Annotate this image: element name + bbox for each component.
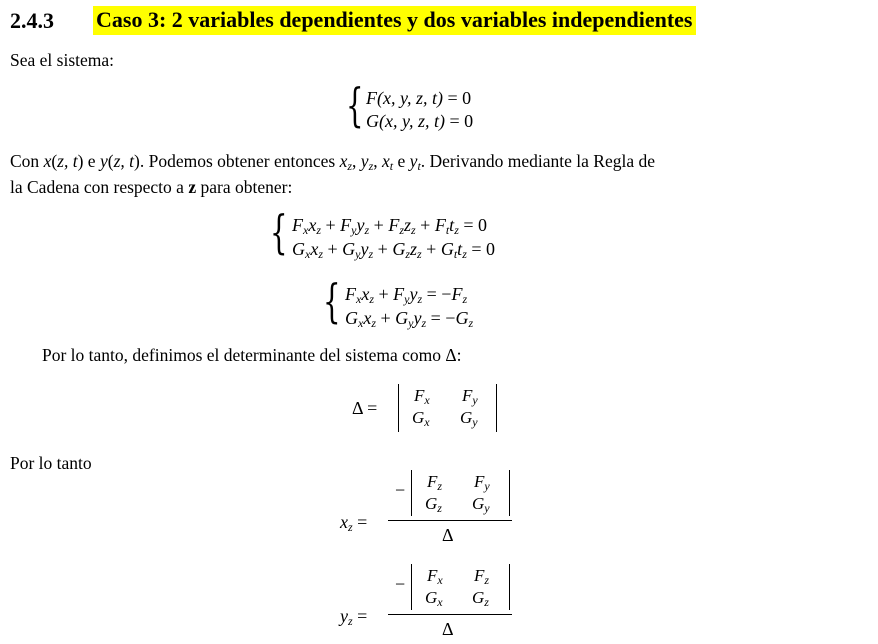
det-bar-left: [398, 384, 399, 432]
yz-cell-gz: $G_z$: [472, 588, 489, 609]
det-cell-gx: $G_x$: [412, 408, 430, 429]
system-2-eq-1: $F_xx_z + F_yy_z + F_zz_z + F_tt_z = 0$: [292, 215, 488, 237]
yz-bar-left: [411, 564, 412, 610]
det-bar-right: [496, 384, 497, 432]
delta-determinant: [352, 384, 512, 436]
yz-formula: [338, 562, 518, 642]
delta-lhs: Δ =: [352, 398, 378, 418]
system-3-eq-2: $G_xx_z + G_yy_z = -G_z$: [345, 308, 474, 330]
section-title: Caso 3: 2 variables dependientes y dos variables independientes: [93, 6, 696, 35]
yz-cell-fx: $F_x$: [427, 566, 443, 587]
xz-denominator: Δ: [442, 525, 454, 545]
yz-lhs: $y_z$ =: [340, 606, 368, 628]
yz-cell-fz: $F_z$: [474, 566, 490, 587]
yz-minus: −: [395, 574, 406, 594]
xz-formula: [338, 468, 518, 548]
intro-text: Sea el sistema:: [10, 50, 115, 70]
yz-fraction-line: [388, 614, 512, 615]
paragraph-line-2-b: para obtener:: [196, 177, 293, 197]
xz-cell-gz: $G_z$: [425, 494, 442, 515]
yz-bar-right: [509, 564, 510, 610]
xz-cell-fy: $F_y$: [474, 472, 490, 493]
yz-cell-gx: $G_x$: [425, 588, 443, 609]
yz-denominator: Δ: [442, 619, 454, 639]
paragraph-line-2-bold: z: [188, 177, 197, 197]
xz-bar-left: [411, 470, 412, 516]
left-brace: {: [346, 78, 364, 132]
left-brace: {: [270, 205, 288, 259]
det-cell-fy: $F_y$: [462, 386, 478, 407]
xz-minus: −: [395, 480, 406, 500]
det-cell-fx: $F_x$: [414, 386, 430, 407]
paragraph-line-1: Con x(z, t) e y(z, t). Podemos obtener entonces $x_z$, $y_z$, $x_t$ e $y_t$. Derivando mediante la Regla de: [10, 151, 655, 173]
xz-bar-right: [509, 470, 510, 516]
section-number: 2.4.3: [10, 8, 54, 33]
system-3-eq-1: $F_xx_z + F_yy_z = -F_z$: [345, 284, 468, 306]
xz-lhs: $x_z$ =: [340, 512, 368, 534]
delta-sentence: Por lo tanto, definimos el determinante del sistema como Δ:: [42, 345, 462, 365]
xz-fraction-line: [388, 520, 512, 521]
por-lo-tanto-text: Por lo tanto: [10, 453, 92, 473]
xz-cell-gy: $G_y$: [472, 494, 490, 515]
system-2-eq-2: $G_xx_z + G_yy_z + G_zz_z + G_tt_z = 0$: [292, 239, 496, 261]
xz-cell-fz: $F_z$: [427, 472, 443, 493]
paragraph-line-2-a: la Cadena con respecto a: [10, 177, 189, 197]
left-brace: {: [323, 274, 341, 328]
system-1-eq-1: F(x, y, z, t) = 0: [366, 88, 472, 108]
system-1-eq-2: G(x, y, z, t) = 0: [366, 111, 474, 131]
det-cell-gy: $G_y$: [460, 408, 478, 429]
paragraph-line-2: [10, 174, 292, 200]
